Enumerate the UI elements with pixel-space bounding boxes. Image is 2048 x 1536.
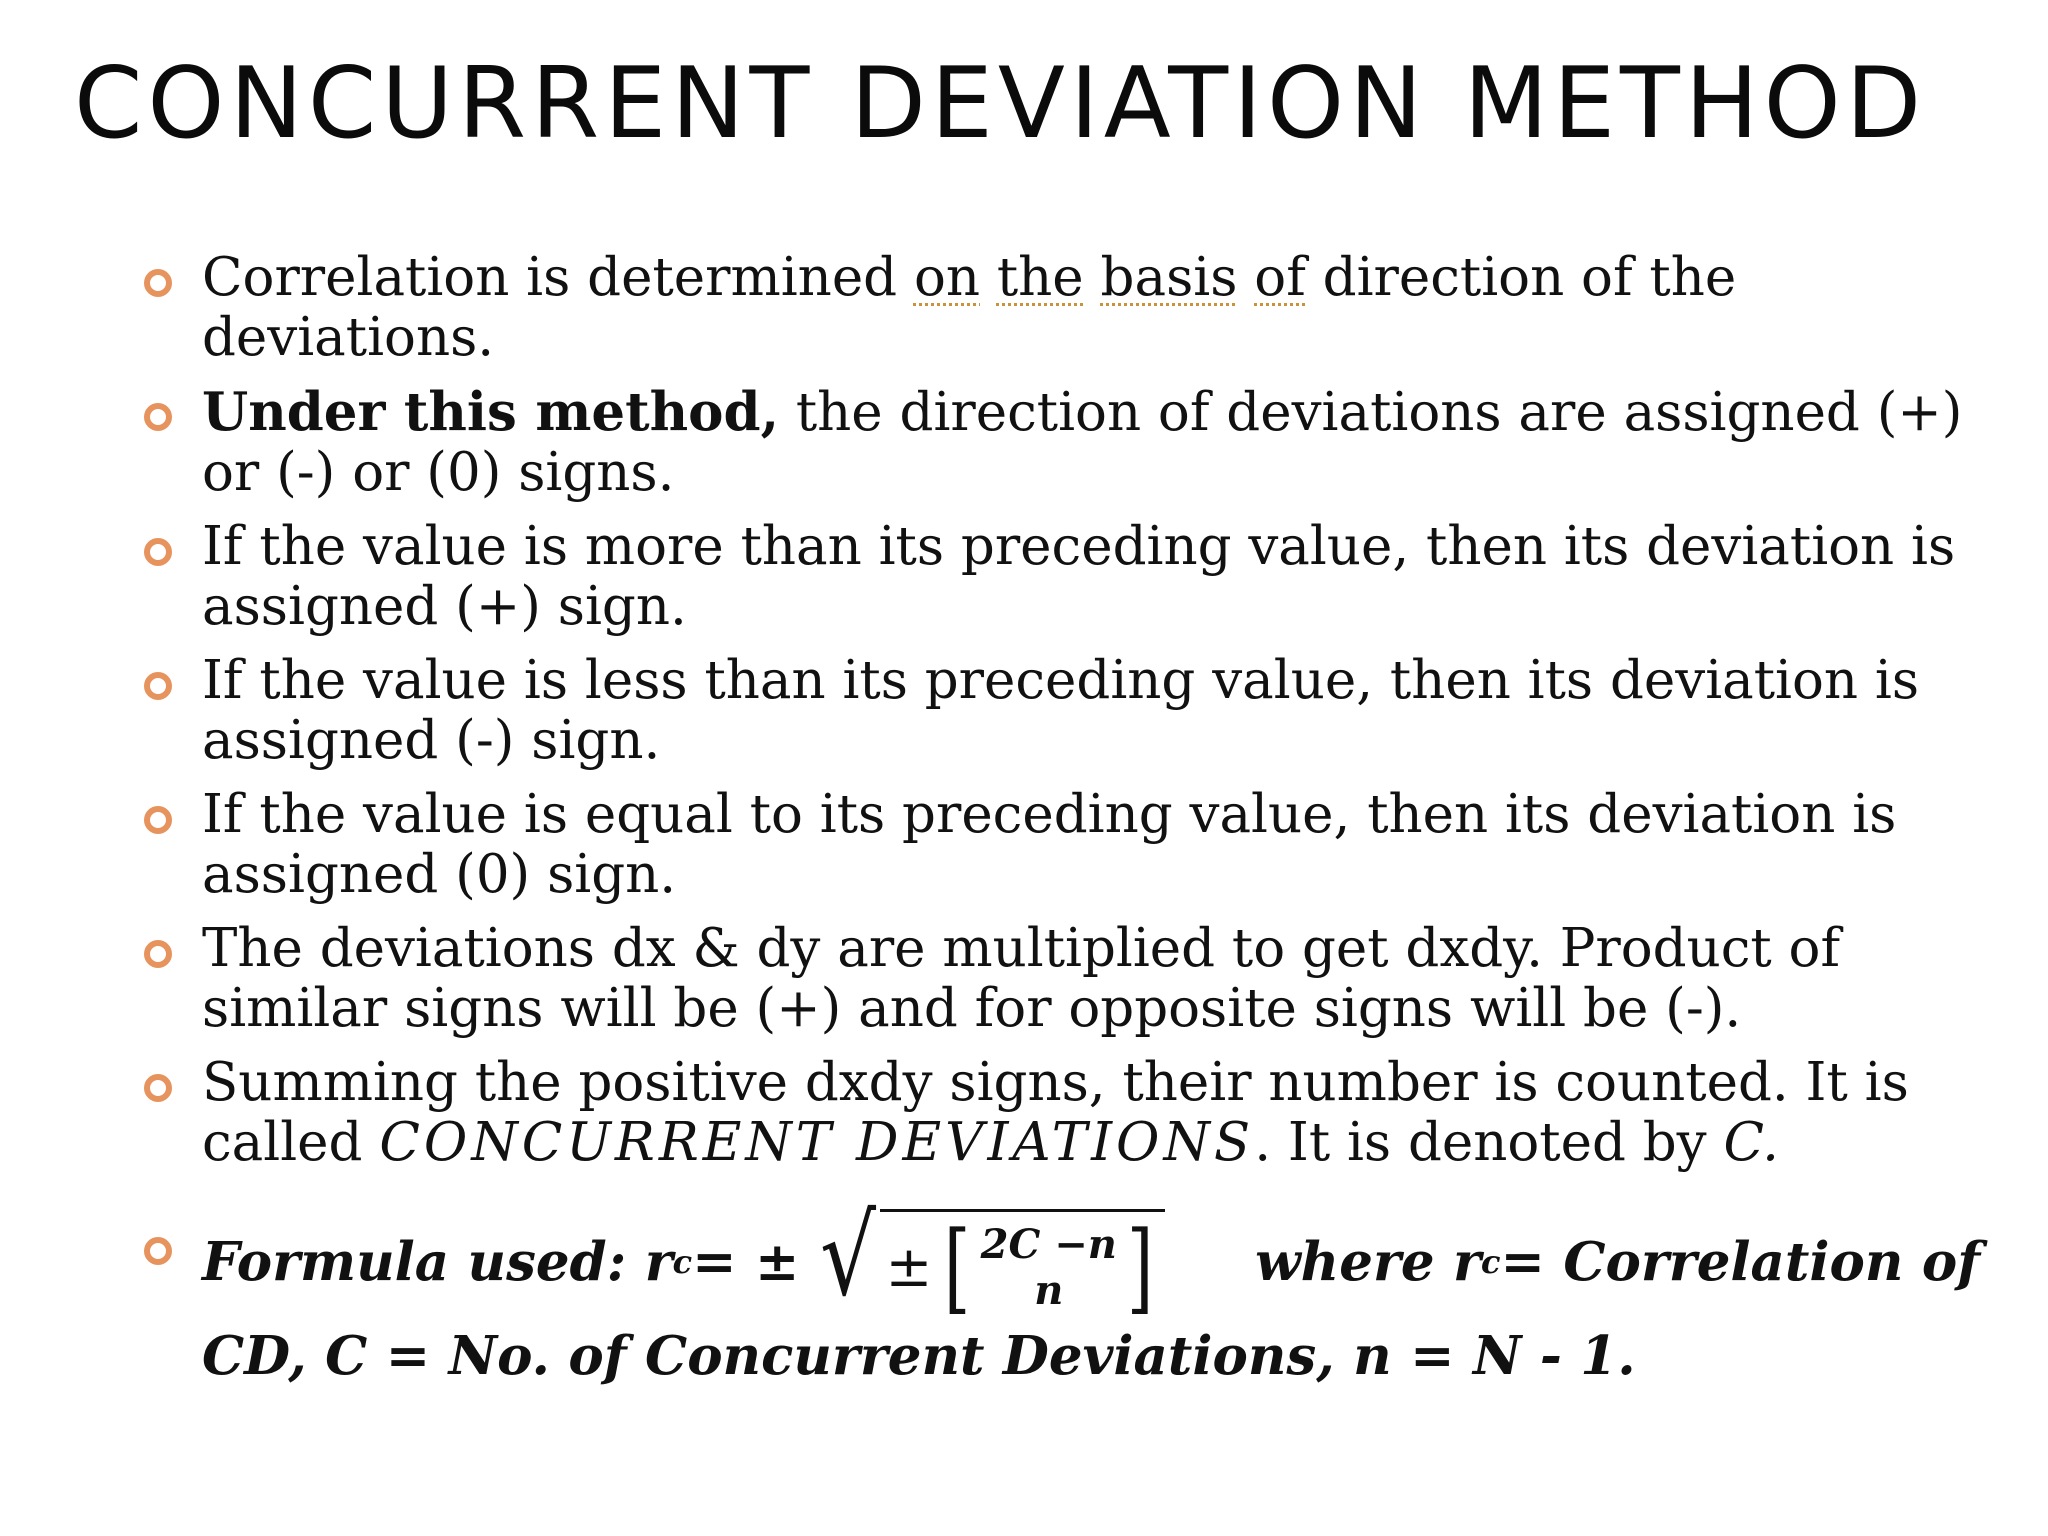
bullet-bold-lead: Under this method, xyxy=(202,381,780,443)
bullet-item-6 xyxy=(140,919,1980,1039)
formula-continuation: CD, C = No. of Concurrent Deviations, n = N - 1. xyxy=(202,1325,1636,1387)
bullet-item-7 xyxy=(140,1053,1980,1173)
fraction xyxy=(977,1222,1121,1314)
bullet-item-3 xyxy=(140,517,1980,637)
bullet-circle-icon xyxy=(144,672,172,700)
bullet-item-4 xyxy=(140,651,1980,771)
formula-equals: = ± xyxy=(692,1230,800,1293)
slide-title: CONCURRENT DEVIATION METHOD xyxy=(74,47,1927,161)
formula-label: Formula used: r xyxy=(202,1230,673,1293)
bullet-circle-icon xyxy=(144,269,172,297)
bullet-text: If the value is less than its preceding value, then its deviation is assigned (-) sign. xyxy=(202,650,1920,771)
italic-symbol: C. xyxy=(1723,1112,1779,1173)
bullet-item-1 xyxy=(140,248,1980,368)
formula-where: where r xyxy=(1255,1230,1481,1293)
bullet-circle-icon xyxy=(144,538,172,566)
fraction-denominator: n xyxy=(1034,1267,1064,1314)
bullet-circle-icon xyxy=(144,1074,172,1102)
bullet-item-formula xyxy=(140,1192,1980,1387)
inner-plus-minus: ± xyxy=(885,1235,933,1300)
italic-term: CONCURRENT DEVIATIONS xyxy=(379,1112,1255,1173)
bullet-text-part: Summing the positive dxdy signs, their number is counted. It is called xyxy=(202,1052,1909,1173)
bullet-item-5 xyxy=(140,785,1980,905)
bullet-text-part: direction of the deviations. xyxy=(202,247,1737,368)
right-bracket: ] xyxy=(1126,1211,1154,1325)
formula-where-rest: = Correlation of xyxy=(1500,1230,1980,1293)
formula-label-subscript: c xyxy=(672,1242,693,1281)
formula-where-subscript: c xyxy=(1480,1242,1501,1281)
fraction-numerator: 2C −n xyxy=(980,1221,1117,1268)
bullet-text-part: Correlation is determined xyxy=(202,247,914,308)
bullet-text-part: . It is denoted by xyxy=(1254,1112,1724,1173)
bullet-circle-icon xyxy=(144,940,172,968)
bullet-circle-icon xyxy=(144,806,172,834)
bullet-text: If the value is equal to its preceding value, then its deviation is assigned (0) sign. xyxy=(202,784,1897,905)
spellcheck-underlined-word: the xyxy=(996,247,1084,308)
bullet-circle-icon xyxy=(144,403,172,431)
square-root xyxy=(813,1192,1165,1325)
radical-sign-icon: √ xyxy=(820,1192,877,1320)
bullet-item-2 xyxy=(140,382,1980,503)
radicand xyxy=(880,1209,1166,1325)
formula-line xyxy=(202,1192,1980,1325)
bullet-text: If the value is more than its preceding value, then its deviation is assigned (+) sign. xyxy=(202,516,1956,637)
spellcheck-underlined-word: on xyxy=(913,247,981,308)
bullet-text: The deviations dx & dy are multiplied to get dxdy. Product of similar signs will be (+) and for opposite signs will be (-). xyxy=(202,918,1841,1039)
spellcheck-underlined-word: basis xyxy=(1100,247,1238,308)
bullet-list xyxy=(140,248,1980,1400)
spellcheck-underlined-word: of xyxy=(1254,247,1306,308)
bullet-text-part: the direction of deviations are assigned (+) or (-) or (0) signs. xyxy=(202,382,1963,503)
left-bracket: [ xyxy=(944,1211,971,1325)
bullet-circle-icon xyxy=(144,1237,172,1265)
